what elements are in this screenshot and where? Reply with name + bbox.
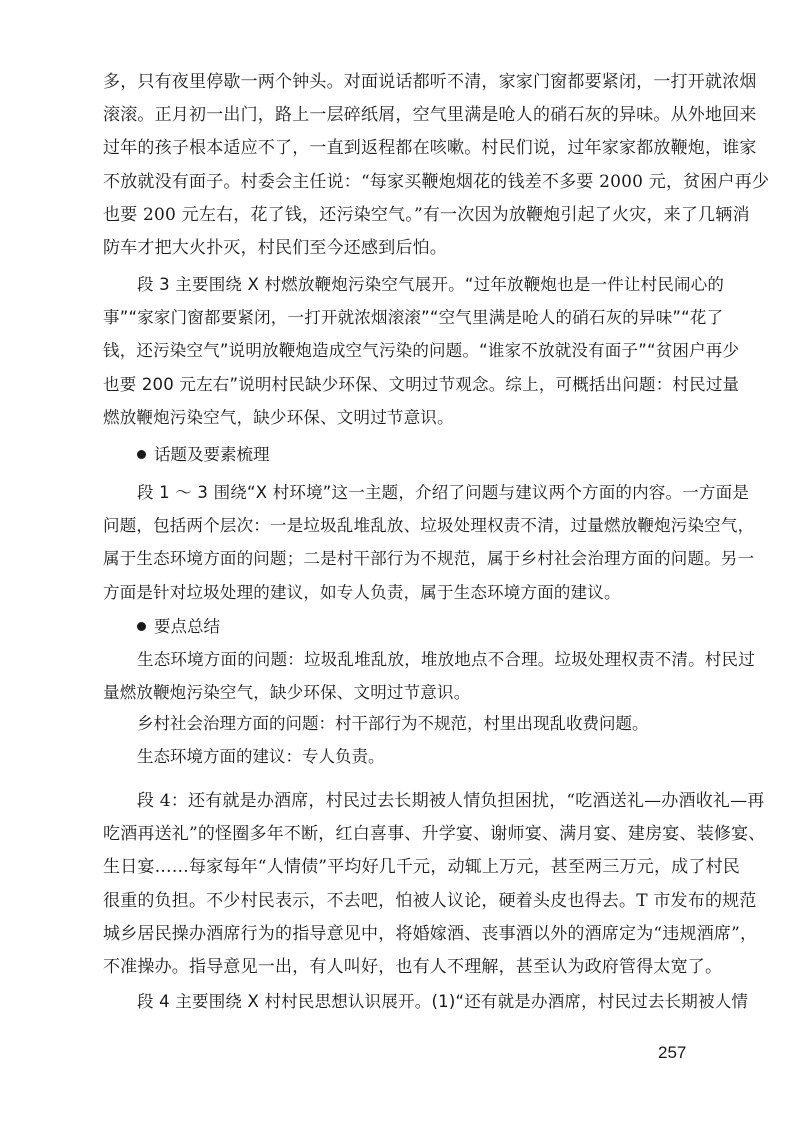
text-line: 段 4：还有就是办酒席，村民过去长期被人情负担困扰，“吃酒送礼—办酒收礼—再 [137,791,765,811]
heading-text: 话题及要素梳理 [154,445,270,464]
analysis-paragraph-topic [103,476,755,609]
text-line: 钱，还污染空气”说明放鞭炮造成空气污染的问题。“谁家不放就没有面子”“贫困户再少 [103,341,740,361]
text-line: 也要 200 元左右，花了钱，还污染空气。”有一次因为放鞭炮引起了火灾，来了几辆消 [103,204,750,225]
heading-text: 要点总结 [154,617,220,636]
text-line: 过年的孩子根本适应不了，一直到返程都在咳嗽。村民们说，过年家家都放鞭炮，谁家 [103,138,757,159]
text-line: 问题，包括两个层次：一是垃圾乱堆乱放、垃圾处理权责不清，过量燃放鞭炮污染空气， [103,516,755,536]
section-heading-topic [137,438,270,471]
summary-environment-suggestions: 生态环境方面的建议：专人负责。 [137,747,385,766]
text-line: 生态环境方面的问题：垃圾乱堆乱放，堆放地点不合理。垃圾处理权责不清。村民过 [137,650,755,669]
text-line: 很重的负担。不少村民表示，不去吧，怕被人议论，硬着头皮也得去。T 市发布的规范 [103,890,757,911]
summary-governance-problems: 乡村社会治理方面的问题：村干部行为不规范，村里出现乱收费问题。 [137,714,649,733]
summary-paragraph-environment-problems [103,643,755,709]
text-line: 吃酒再送礼”的怪圈多年不断，红白喜事、升学宴、谢师宴、满月宴、建房宴、装修宴、 [103,824,766,845]
bullet-icon [137,622,146,631]
text-line: 滚滚。正月初一出门，路上一层碎纸屑，空气里满是呛人的硝石灰的异味。从外地回来 [103,105,757,126]
text-line: 属于生态环境方面的问题；二是村干部行为不规范，属于乡村社会治理方面的问题。另一 [103,549,755,569]
text-line: 段 3 主要围绕 X 村燃放鞭炮污染空气展开。“过年放鞭炮也是一件让村民闹心的 [137,275,725,294]
text-line: 事”“家家门窗都要紧闭，一打开就浓烟滚滚”“空气里满是呛人的硝石灰的异味”“花了 [103,308,724,328]
text-line: 燃放鞭炮污染空气，缺少环保、文明过节意识。 [103,407,454,427]
paragraph-village-firecrackers-excerpt [103,66,770,265]
text-line: 也要 200 元左右”说明村民缺少环保、文明过节观念。综上，可概括出问题：村民过量 [103,374,740,394]
page-number: 257 [658,1043,687,1062]
analysis-paragraph-4 [103,985,749,1018]
text-line: 段 1 ～ 3 围绕“X 村环境”这一主题，介绍了问题与建议两个方面的内容。一方面是 [137,483,750,502]
text-line: 生日宴……每家每年“人情债”平均好几千元，动辄上万元，甚至两三万元，成了村民 [103,857,740,878]
bullet-icon [137,450,146,459]
text-line: 不放就没有面子。村委会主任说：“每家买鞭炮烟花的钱差不多要 2000 元，贫困户再少 [103,171,770,192]
text-line: 防车才把大火扑灭，村民们至今还感到后怕。 [103,238,447,259]
paragraph-banquet-excerpt [103,785,766,984]
text-line: 方面是针对垃圾处理的建议，如专人负责，属于生态环境方面的建议。 [103,582,621,602]
text-line: 不准操办。指导意见一出，有人叫好，也有人不理解，甚至认为政府管得太宽了。 [103,957,723,978]
section-heading-summary [137,610,220,643]
text-line: 量燃放鞭炮污染空气，缺少环保、文明过节意识。 [103,683,471,703]
text-line: 段 4 主要围绕 X 村村民思想认识展开。(1)“还有就是办酒席，村民过去长期被人情 [137,992,749,1011]
text-line: 城乡居民操办酒席行为的指导意见中，将婚嫁酒、丧事酒以外的酒席定为“违规酒席”， [103,923,758,944]
text-line: 多，只有夜里停歇一两个钟头。对面说话都听不清，家家门窗都要紧闭，一打开就浓烟 [103,72,757,92]
analysis-paragraph-3 [103,268,740,434]
